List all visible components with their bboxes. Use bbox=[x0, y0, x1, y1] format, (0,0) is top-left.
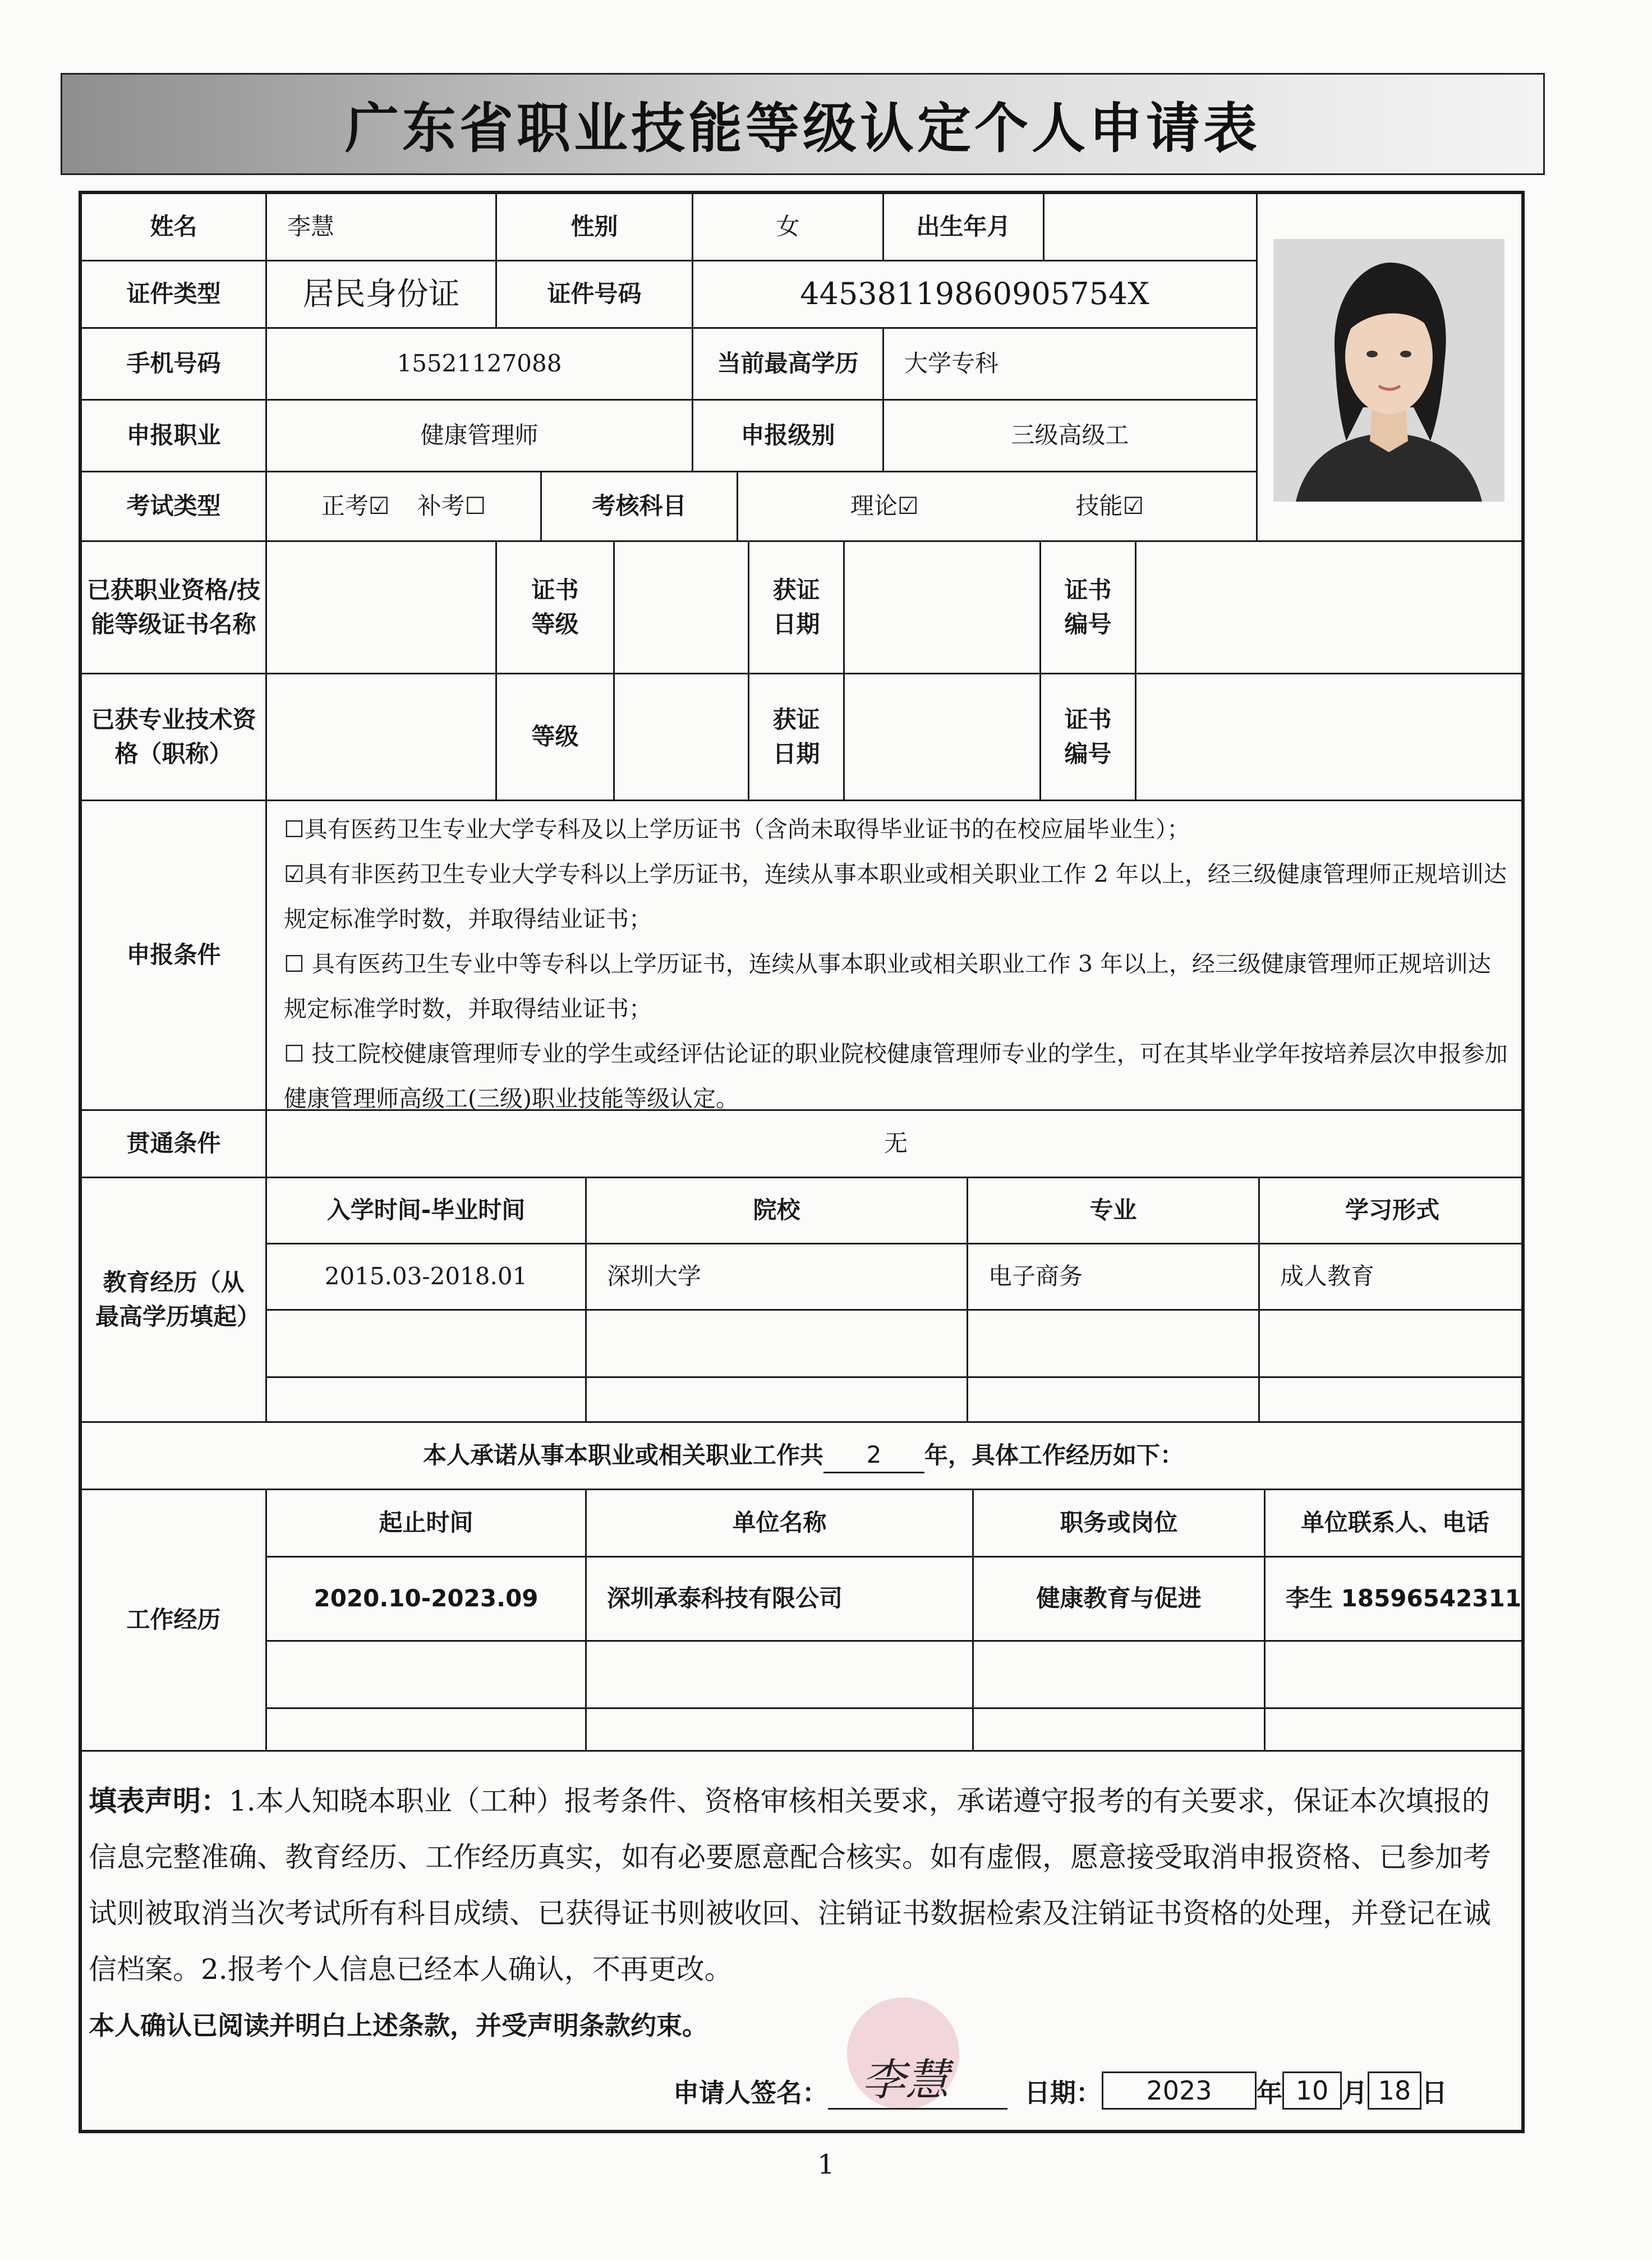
exam-regular-checkbox[interactable]: 正考☑ bbox=[321, 492, 390, 520]
work-row3-position bbox=[974, 1709, 1266, 1752]
declaration-head: 填表声明： bbox=[89, 1785, 229, 1817]
label-through: 贯通条件 bbox=[82, 1111, 267, 1178]
label-cert-name: 已获职业资格/技能等级证书名称 bbox=[82, 542, 267, 674]
exam-makeup-checkbox[interactable]: 补考☐ bbox=[417, 492, 486, 520]
condition-2[interactable]: ☑具有非医药卫生专业大学专科以上学历证书，连续从事本职业或相关职业工作 2 年以上，经三级健康管理师正规培训达规定标准学时数，并取得结业证书； bbox=[284, 861, 1507, 933]
date-month-box[interactable]: 10 bbox=[1282, 2071, 1342, 2110]
skill-checkbox[interactable]: 技能☑ bbox=[1075, 492, 1144, 520]
work-row1-company: 深圳承泰科技有限公司 bbox=[587, 1558, 974, 1642]
signature-row bbox=[673, 2055, 1515, 2110]
value-occupation: 健康管理师 bbox=[267, 401, 693, 472]
label-gender: 性别 bbox=[497, 194, 693, 261]
value-title-no bbox=[1136, 674, 1525, 801]
signature-field[interactable] bbox=[828, 2057, 1007, 2110]
label-name: 姓名 bbox=[82, 194, 267, 261]
declaration-confirm: 本人确认已阅读并明白上述条款，并受声明条款约束。 bbox=[89, 2010, 708, 2041]
work-row1-position: 健康教育与促进 bbox=[974, 1558, 1266, 1642]
label-conditions: 申报条件 bbox=[82, 801, 267, 1111]
edu-header-mode: 学习形式 bbox=[1260, 1178, 1525, 1244]
edu-header-period: 入学时间-毕业时间 bbox=[267, 1178, 587, 1244]
promise-post: 年，具体工作经历如下： bbox=[924, 1441, 1184, 1469]
value-name: 李慧 bbox=[267, 194, 497, 261]
label-work-history: 工作经历 bbox=[82, 1490, 267, 1752]
work-row1-period: 2020.10-2023.09 bbox=[267, 1558, 587, 1642]
label-occupation: 申报职业 bbox=[82, 401, 267, 472]
edu-row1-school: 深圳大学 bbox=[587, 1244, 968, 1311]
label-title-name: 已获专业技术资格（职称） bbox=[82, 674, 267, 801]
value-birth bbox=[1044, 194, 1258, 261]
label-title-level: 等级 bbox=[497, 674, 615, 801]
signature-label: 申请人签名： bbox=[673, 2078, 828, 2108]
edu-row2-major bbox=[968, 1311, 1260, 1378]
value-title-level bbox=[615, 674, 749, 801]
declaration-body: 1.本人知晓本职业（工种）报考条件、资格审核相关要求，承诺遵守报考的有关要求，保证本次填报的信息完整准确、教育经历、工作经历真实，如有必要愿意配合核实。如有虚假，愿意接受取消申报资格、已参加考试则被取消当次考试所有科目成绩、已获得证书则被收回、注销证书数据检索及注销证书资格的处理，并登记在诚信档案。2.报考个人信息已经本人确认，不再更改。 bbox=[89, 1785, 1491, 1986]
exam-type-options bbox=[267, 472, 542, 542]
page-number: 1 bbox=[817, 2149, 835, 2180]
value-id-no: 44538119860905754X bbox=[693, 261, 1258, 329]
edu-row2-school bbox=[587, 1311, 968, 1378]
label-subjects: 考核科目 bbox=[542, 472, 738, 542]
form-title-bar bbox=[61, 73, 1545, 175]
work-row2-period bbox=[267, 1642, 587, 1709]
label-level: 申报级别 bbox=[693, 401, 884, 472]
promise-pre: 本人承诺从事本职业或相关职业工作共 bbox=[422, 1441, 823, 1469]
label-exam-type: 考试类型 bbox=[82, 472, 267, 542]
edu-row2-period bbox=[267, 1311, 587, 1378]
label-id-type: 证件类型 bbox=[82, 261, 267, 329]
work-row2-contact bbox=[1266, 1642, 1525, 1709]
edu-row3-mode bbox=[1260, 1378, 1525, 1423]
condition-1[interactable]: ☐具有医药卫生专业大学专科及以上学历证书（含尚未取得毕业证书的在校应届毕业生）； bbox=[284, 816, 1190, 843]
work-header-contact: 单位联系人、电话 bbox=[1266, 1490, 1525, 1558]
value-through: 无 bbox=[267, 1111, 1525, 1178]
work-row1-contact: 李生 18596542311 bbox=[1266, 1558, 1525, 1642]
value-gender: 女 bbox=[693, 194, 884, 261]
edu-header-major: 专业 bbox=[968, 1178, 1260, 1244]
label-title-date: 获证日期 bbox=[749, 674, 845, 801]
edu-row1-period: 2015.03-2018.01 bbox=[267, 1244, 587, 1311]
portrait-image bbox=[1273, 239, 1504, 502]
declaration bbox=[89, 1773, 1513, 2054]
handwritten-signature: 李慧 bbox=[862, 2055, 950, 2106]
date-month-unit: 月 bbox=[1342, 2078, 1368, 2108]
edu-row2-mode bbox=[1260, 1311, 1525, 1378]
value-level: 三级高级工 bbox=[884, 401, 1258, 472]
value-title-date bbox=[845, 674, 1041, 801]
date-year-unit: 年 bbox=[1257, 2078, 1282, 2108]
theory-checkbox[interactable]: 理论☑ bbox=[850, 492, 919, 520]
value-cert-level bbox=[615, 542, 749, 674]
date-year-box[interactable]: 2023 bbox=[1102, 2071, 1257, 2110]
subject-options bbox=[738, 472, 1258, 542]
edu-row1-major: 电子商务 bbox=[968, 1244, 1260, 1311]
work-row2-position bbox=[974, 1642, 1266, 1709]
work-row2-company bbox=[587, 1642, 974, 1709]
edu-header-school: 院校 bbox=[587, 1178, 968, 1244]
condition-3[interactable]: ☐ 具有医药卫生专业中等专科以上学历证书，连续从事本职业或相关职业工作 3 年以上，经三级健康管理师正规培训达规定标准学时数，并取得结业证书； bbox=[284, 950, 1491, 1022]
label-cert-level: 证书等级 bbox=[497, 542, 615, 674]
work-promise bbox=[82, 1423, 1525, 1490]
label-title-no: 证书编号 bbox=[1041, 674, 1136, 801]
value-cert-name bbox=[267, 542, 497, 674]
date-label: 日期： bbox=[1024, 2078, 1102, 2108]
work-row3-contact bbox=[1266, 1709, 1525, 1752]
label-birth: 出生年月 bbox=[884, 194, 1044, 261]
applicant-photo bbox=[1273, 239, 1504, 502]
promise-years: 2 bbox=[823, 1438, 924, 1474]
work-row3-company bbox=[587, 1709, 974, 1752]
label-phone: 手机号码 bbox=[82, 329, 267, 401]
value-cert-date bbox=[845, 542, 1041, 674]
work-header-position: 职务或岗位 bbox=[974, 1490, 1266, 1558]
work-header-period: 起止时间 bbox=[267, 1490, 587, 1558]
value-phone: 15521127088 bbox=[267, 329, 693, 401]
label-education: 当前最高学历 bbox=[693, 329, 884, 401]
work-row3-period bbox=[267, 1709, 587, 1752]
edu-row3-period bbox=[267, 1378, 587, 1423]
value-education: 大学专科 bbox=[884, 329, 1258, 401]
condition-4[interactable]: ☐ 技工院校健康管理师专业的学生或经评估论证的职业院校健康管理师专业的学生，可在其毕业学年按培养层次申报参加健康管理师高级工(三级)职业技能等级认定。 bbox=[284, 1040, 1508, 1112]
value-title-name bbox=[267, 674, 497, 801]
label-id-no: 证件号码 bbox=[497, 261, 693, 329]
edu-row3-school bbox=[587, 1378, 968, 1423]
edu-row3-major bbox=[968, 1378, 1260, 1423]
form-title: 广东省职业技能等级认定个人申请表 bbox=[345, 97, 1260, 160]
label-cert-date: 获证日期 bbox=[749, 542, 845, 674]
label-edu-history: 教育经历（从最高学历填起） bbox=[82, 1178, 267, 1423]
date-day-unit: 日 bbox=[1421, 2078, 1447, 2108]
label-cert-no: 证书编号 bbox=[1041, 542, 1136, 674]
value-cert-no bbox=[1136, 542, 1525, 674]
date-day-box[interactable]: 18 bbox=[1368, 2071, 1421, 2110]
work-header-company: 单位名称 bbox=[587, 1490, 974, 1558]
conditions-list bbox=[267, 801, 1525, 1111]
value-id-type: 居民身份证 bbox=[267, 261, 497, 329]
edu-row1-mode: 成人教育 bbox=[1260, 1244, 1525, 1311]
